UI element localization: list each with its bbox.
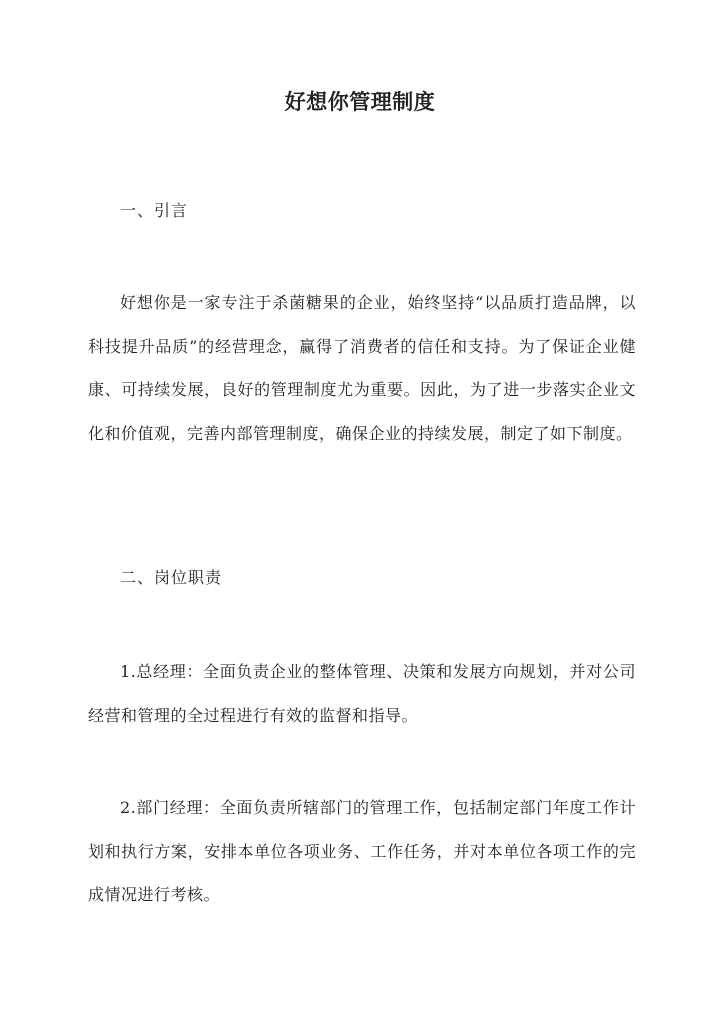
duty-paragraph-general-manager: 1.总经理：全面负责企业的整体管理、决策和发展方向规划，并对公司经营和管理的全过程进行有效的监督和指导。 [88, 662, 636, 725]
document-title: 好想你管理制度 [284, 89, 436, 114]
section-heading-job-duties: 二、岗位职责 [120, 568, 223, 587]
introduction-paragraph: 好想你是一家专注于杀菌糖果的企业，始终坚持“以品质打造品牌，以科技提升品质”的经营理念，赢得了消费者的信任和支持。为了保证企业健康、可持续发展，良好的管理制度尤为重要。因此，为了进一步落实企业文化和价值观，完善内部管理制度，确保企业的持续发展，制定了如下制度。 [88, 293, 636, 443]
duty-paragraph-department-manager: 2.部门经理：全面负责所辖部门的管理工作，包括制定部门年度工作计划和执行方案，安排本单位各项业务、工作任务，并对本单位各项工作的完成情况进行考核。 [88, 798, 636, 904]
section-heading-introduction: 一、引言 [120, 201, 189, 220]
